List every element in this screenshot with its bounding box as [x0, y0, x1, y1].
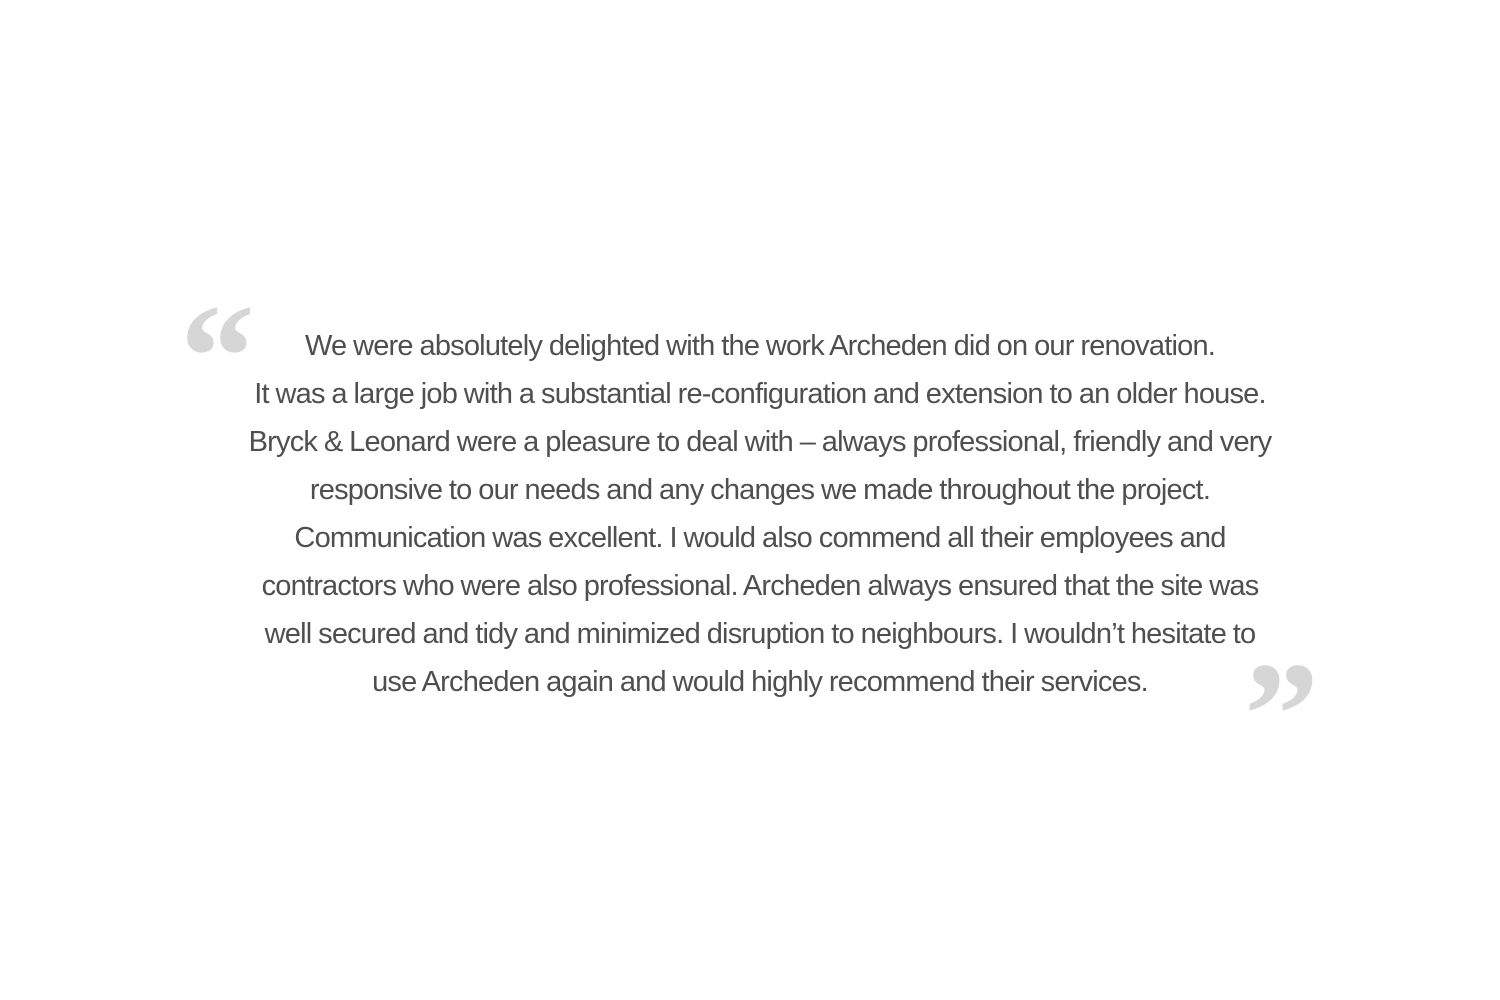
- testimonial-line: We were absolutely delighted with the work Archeden did on our renovation.: [304, 330, 1216, 362]
- testimonial-line: It was a large job with a substantial re-configuration and extension to an older house.: [254, 378, 1266, 410]
- testimonial-line: Bryck & Leonard were a pleasure to deal with – always professional, friendly and very: [248, 426, 1272, 458]
- testimonial-text: [200, 322, 1320, 706]
- testimonial-line: responsive to our needs and any changes we made throughout the project.: [309, 474, 1211, 506]
- testimonial-line: Communication was excellent. I would also commend all their employees and: [294, 522, 1226, 554]
- testimonial-line: well secured and tidy and minimized disruption to neighbours. I wouldn’t hesitate to: [264, 618, 1256, 650]
- testimonial-line: use Archeden again and would highly recommend their services.: [372, 666, 1148, 698]
- close-quote-icon: ”: [1244, 632, 1319, 798]
- testimonial-line: contractors who were also professional. Archeden always ensured that the site was: [261, 570, 1259, 602]
- open-quote-icon: “: [180, 274, 255, 440]
